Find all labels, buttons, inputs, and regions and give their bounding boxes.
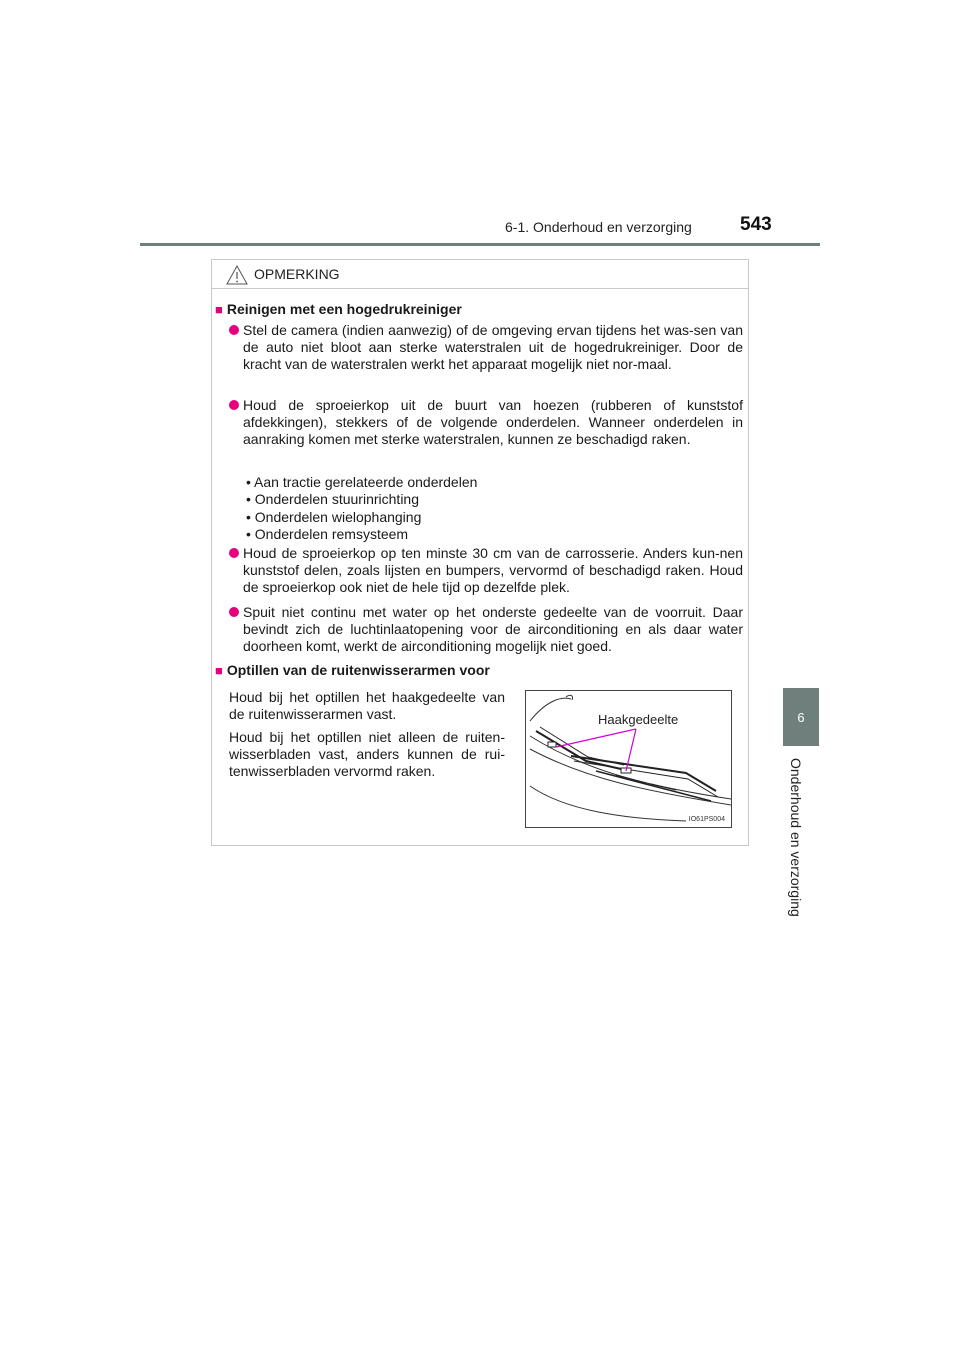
paragraph (229, 729, 505, 780)
section-heading: ■ Optillen van de ruitenwisserarmen voor (215, 662, 490, 678)
square-bullet-icon: ■ (215, 302, 223, 317)
section-heading: ■ Reinigen met een hogedrukreiniger (215, 301, 462, 317)
chapter-tab (783, 688, 819, 746)
paragraph-text: Houd bij het optillen het haakgedeelte van de ruitenwisserarmen vast. (229, 689, 505, 722)
notice-title: OPMERKING (254, 266, 340, 282)
paragraph (229, 689, 505, 723)
figure-code: IO61PS004 (688, 816, 725, 823)
circle-bullet-icon (229, 400, 239, 410)
wiper-illustration (525, 690, 732, 828)
sub-list-item: • Onderdelen wielophanging (246, 509, 422, 525)
list-item-text: Spuit niet continu met water op het onderste gedeelte van de voorruit. Daar bevindt zich de luchtinlaatopening voor de airconditioning en als daar water doorheen komt, werkt de airconditioning mogelijk niet goed. (243, 604, 743, 654)
list-item (243, 397, 743, 448)
list-item-text: Stel de camera (indien aanwezig) of de omgeving ervan tijdens het was-sen van de auto niet bloot aan sterke waterstralen uit de hogedrukreiniger. Door de kracht van de waterstralen werkt het apparaat mogelijk niet nor-maal. (243, 322, 743, 372)
list-item-text: Houd de sproeierkop uit de buurt van hoezen (rubberen of kunststof afdekkingen), stekkers of de volgende onderdelen. Wanneer onderdelen in aanraking komen met sterke waterstralen, kunnen ze beschadigd raken. (243, 397, 743, 447)
list-item (243, 322, 743, 373)
warning-triangle-icon (226, 265, 248, 285)
list-item (243, 604, 743, 655)
list-item-text: Houd de sproeierkop op ten minste 30 cm van de carrosserie. Anders kun-nen kunststof delen, zoals lijsten en bumpers, vervormd of beschadigd raken. Houd de sproeierkop ook niet de hele tijd op dezelfde plek. (243, 545, 743, 595)
paragraph-text: Houd bij het optillen niet alleen de ruiten-wisserbladen vast, anders kunnen de rui-tenwisserbladen vervormd raken. (229, 729, 505, 779)
circle-bullet-icon (229, 607, 239, 617)
sub-list-item: • Onderdelen stuurinrichting (246, 491, 419, 507)
chapter-number: 6 (797, 709, 805, 725)
chapter-label: Onderhoud en verzorging (788, 758, 804, 917)
circle-bullet-icon (229, 325, 239, 335)
page-number: 543 (740, 214, 772, 235)
sub-list-item: • Onderdelen remsysteem (246, 526, 409, 542)
header-divider (140, 243, 820, 246)
figure-label: Haakgedeelte (598, 712, 679, 727)
section-title: 6-1. Onderhoud en verzorging (505, 219, 692, 235)
circle-bullet-icon (229, 548, 239, 558)
list-item (243, 545, 743, 596)
square-bullet-icon: ■ (215, 663, 223, 678)
notice-header (212, 260, 748, 289)
sub-list-item: • Aan tractie gerelateerde onderdelen (246, 474, 478, 490)
